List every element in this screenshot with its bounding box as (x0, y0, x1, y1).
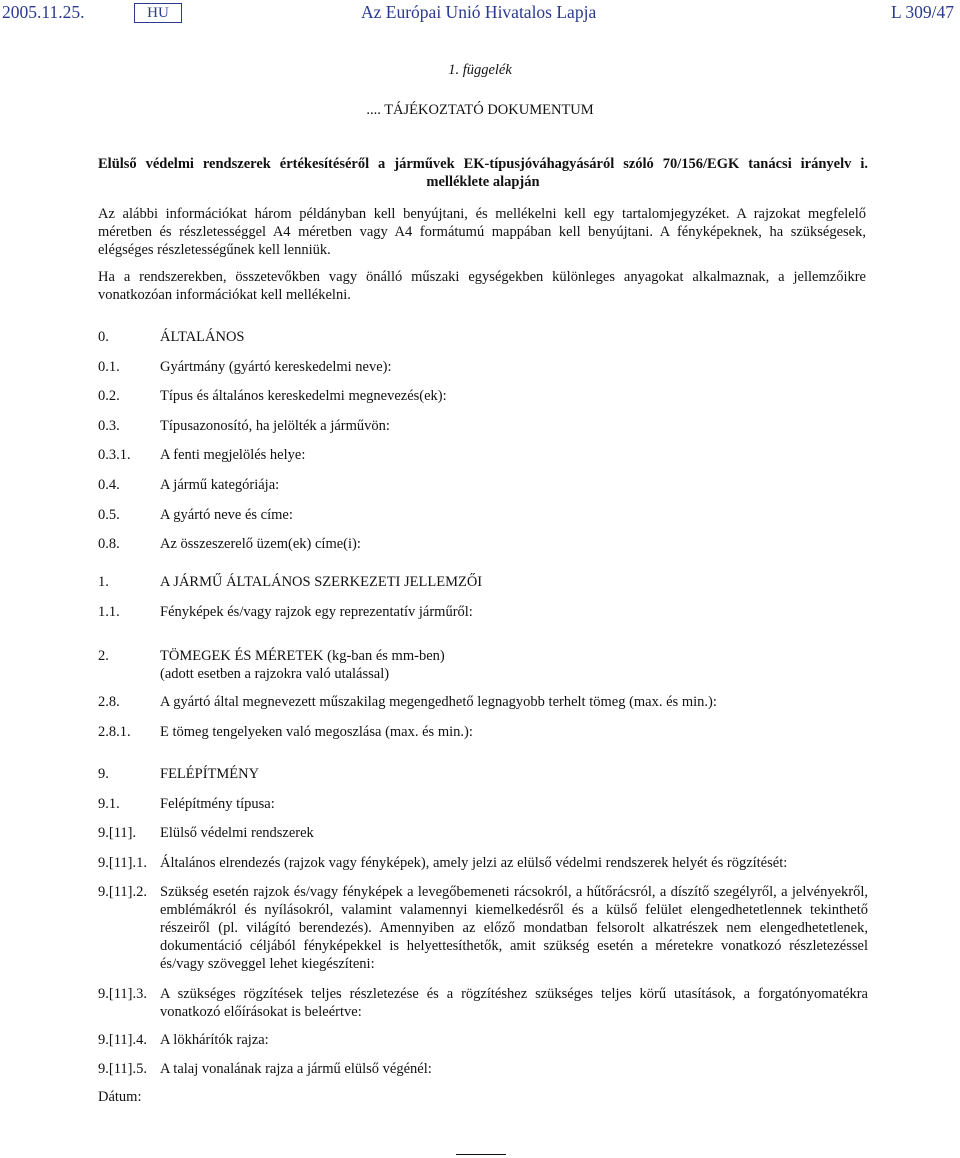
list-item (98, 647, 868, 683)
item-text: Típus és általános kereskedelmi megnevezés(ek): (160, 388, 447, 404)
item-text: Az összeszerelő üzem(ek) címe(i): (160, 536, 361, 552)
item-number: 0.2. (98, 388, 120, 404)
item-number: 0.3.1. (98, 447, 131, 463)
item-number: 9.1. (98, 796, 120, 812)
page-number: L 309/47 (890, 2, 954, 22)
item-number: 0.3. (98, 418, 120, 434)
item-text: A fenti megjelölés helye: (160, 447, 306, 463)
footer-rule (456, 1154, 506, 1155)
item-text: A jármű kategóriája: (160, 477, 280, 493)
document-title: .... TÁJÉKOZTATÓ DOKUMENTUM (366, 102, 594, 118)
item-number: 9. (98, 766, 109, 782)
item-number: 9.[11].3. (98, 986, 147, 1002)
item-text: A JÁRMŰ ÁLTALÁNOS SZERKEZETI JELLEMZŐI (160, 574, 483, 590)
item-text: FELÉPÍTMÉNY (160, 766, 260, 782)
item-number: 1.1. (98, 604, 120, 620)
item-text: A talaj vonalának rajza a jármű elülső végénél: (160, 1061, 432, 1077)
item-text-note: (adott esetben a rajzokra való utalással) (160, 666, 390, 682)
regulation-title: Elülső védelmi rendszerek értékesítéséről a járművek EK-típusjóváhagyásáról szóló 70/156/EGK tanácsi irányelv i. melléklete alapján (98, 156, 868, 190)
item-text: Felépítmény típusa: (160, 796, 275, 812)
intro-paragraph: Az alábbi információkat három példányban kell benyújtani, és mellékelni kell egy tartalomjegyzéket. A rajzokat megfelelő méretben és részletességgel A4 méretben vagy A4 formátumú mappában kell benyújtani. A fényképeknek, ha szükségesek, elégséges részletességűnek kell lenniük. (98, 206, 866, 258)
item-number: 0. (98, 329, 109, 345)
item-number: 9.[11]. (98, 825, 137, 841)
item-number: 9.[11].4. (98, 1032, 147, 1048)
item-text: Elülső védelmi rendszerek (160, 825, 314, 841)
item-number: 9.[11].2. (98, 884, 147, 900)
item-text: A lökhárítók rajza: (160, 1032, 269, 1048)
item-text: TÖMEGEK ÉS MÉRETEK (kg-ban és mm-ben) (160, 648, 445, 664)
item-number: 0.1. (98, 359, 120, 375)
item-number: 9.[11].1. (98, 855, 147, 871)
item-number: 2. (98, 648, 109, 664)
item-text: Általános elrendezés (rajzok vagy fényképek), amely jelzi az elülső védelmi rendszerek helyét és rögzítését: (160, 855, 788, 871)
item-number: 1. (98, 574, 109, 590)
item-text: ÁLTALÁNOS (160, 329, 245, 345)
item-text: A gyártó által megnevezett műszakilag megengedhető legnagyobb terhelt tömeg (max. és min.): (160, 694, 717, 710)
appendix-label: 1. függelék (448, 62, 512, 78)
language-badge: HU (134, 3, 182, 23)
date-label: Dátum: (98, 1089, 142, 1105)
materials-paragraph: Ha a rendszerekben, összetevőkben vagy önálló műszaki egységekben különleges anyagokat alkalmaznak, a jellemzőikre vonatkozóan információkat kell mellékelni. (98, 269, 866, 303)
item-text: Szükség esetén rajzok és/vagy fényképek a levegőbemeneti rácsokról, a hűtőrácsról, a díszítő szegélyről, a jelvényekről, emblémákról és nyílásokról, valamint valamennyi kiemelkedésről és a külső felület elengedhetetlennek tekinthető részeiről (pl. világító berendezés). Amennyiben az előző mondatban felsorolt alkatrészek nem elengedhetetlenek, dokumentáció céljából fényképekkel is helyettesíthetők, amit szükség esetén a méretekre vonatkozó részletezéssel és/vagy szöveggel lehet kiegészíteni: (160, 884, 868, 972)
item-number: 9.[11].5. (98, 1061, 147, 1077)
item-number: 0.8. (98, 536, 120, 552)
item-number: 2.8. (98, 694, 120, 710)
item-text: E tömeg tengelyeken való megoszlása (max. és min.): (160, 724, 473, 740)
item-number: 2.8.1. (98, 724, 131, 740)
item-text: A szükséges rögzítések teljes részletezése és a rögzítéshez szükséges teljes körű utasítások, a forgatónyomatékra vonatkozó előírásokat is beleértve: (160, 986, 868, 1020)
item-text: Gyártmány (gyártó kereskedelmi neve): (160, 359, 392, 375)
item-text: A gyártó neve és címe: (160, 507, 293, 523)
item-number: 0.5. (98, 507, 120, 523)
item-text: Típusazonosító, ha jelölték a járművön: (160, 418, 390, 434)
item-text: Fényképek és/vagy rajzok egy reprezentatív járműről: (160, 604, 473, 620)
header-date: 2005.11.25. (2, 2, 85, 22)
journal-title: Az Európai Unió Hivatalos Lapja (361, 2, 597, 22)
item-number: 0.4. (98, 477, 120, 493)
